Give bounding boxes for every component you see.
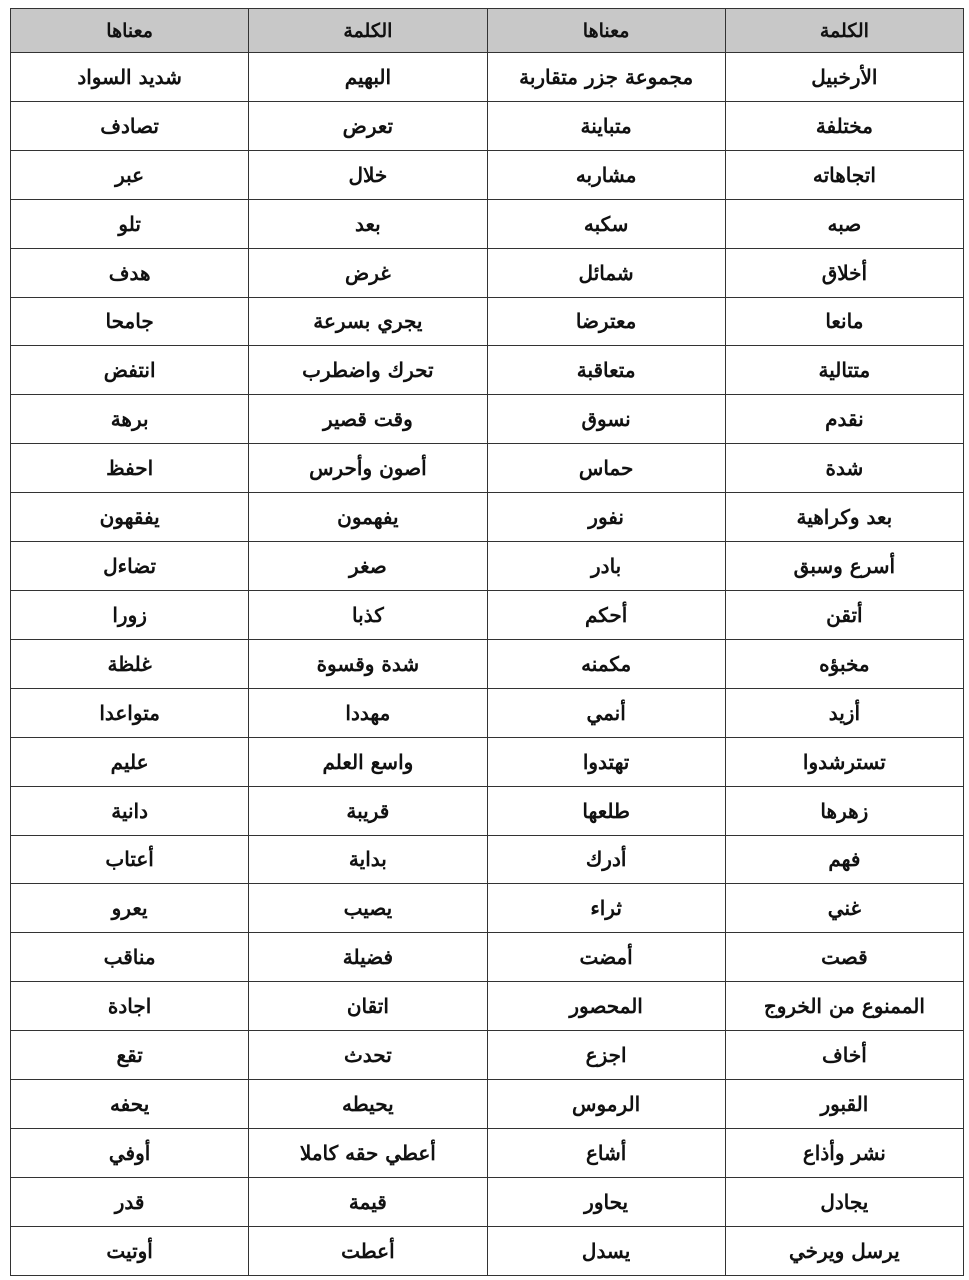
meaning-cell: عبر [11, 150, 249, 199]
meaning-cell: جامحا [11, 297, 249, 346]
table-row [11, 248, 964, 297]
table-row [11, 1177, 964, 1226]
meaning-cell: انتفض [11, 346, 249, 395]
meaning-cell: قدر [11, 1177, 249, 1226]
meaning-cell: متباينة [487, 101, 725, 150]
header-meaning-1: معناها [487, 9, 725, 53]
meaning-cell: اجادة [11, 982, 249, 1031]
meaning-cell: اجزع [487, 1031, 725, 1080]
meaning-cell: حماس [487, 444, 725, 493]
table-row [11, 493, 964, 542]
meaning-cell: طلعها [487, 786, 725, 835]
word-cell: غرض [249, 248, 487, 297]
word-cell: يصيب [249, 884, 487, 933]
word-cell: زهرها [725, 786, 963, 835]
header-word-1: الكلمة [725, 9, 963, 53]
meaning-cell: دانية [11, 786, 249, 835]
meaning-cell: مكمنه [487, 639, 725, 688]
word-cell: قيمة [249, 1177, 487, 1226]
word-cell: اتجاهاته [725, 150, 963, 199]
word-cell: أخلاق [725, 248, 963, 297]
table-row [11, 53, 964, 102]
word-cell: القبور [725, 1080, 963, 1129]
meaning-cell: برهة [11, 395, 249, 444]
word-cell: صغر [249, 542, 487, 591]
meaning-cell: نسوق [487, 395, 725, 444]
meaning-cell: تهتدوا [487, 737, 725, 786]
table-row [11, 444, 964, 493]
meaning-cell: متواعدا [11, 688, 249, 737]
meaning-cell: تقع [11, 1031, 249, 1080]
meaning-cell: تلو [11, 199, 249, 248]
word-cell: نقدم [725, 395, 963, 444]
table-row [11, 150, 964, 199]
header-word-2: الكلمة [249, 9, 487, 53]
word-cell: صبه [725, 199, 963, 248]
word-cell: مهددا [249, 688, 487, 737]
table-row [11, 1128, 964, 1177]
table-row [11, 884, 964, 933]
table-row [11, 688, 964, 737]
meaning-cell: عليم [11, 737, 249, 786]
word-cell: بعد [249, 199, 487, 248]
meaning-cell: غلظة [11, 639, 249, 688]
table-row [11, 542, 964, 591]
word-cell: قريبة [249, 786, 487, 835]
meaning-cell: أشاع [487, 1128, 725, 1177]
table-row [11, 1080, 964, 1129]
word-cell: أسرع وسبق [725, 542, 963, 591]
word-cell: تعرض [249, 101, 487, 150]
word-cell: قصت [725, 933, 963, 982]
word-cell: شدة وقسوة [249, 639, 487, 688]
word-cell: كذبا [249, 590, 487, 639]
word-cell: أخاف [725, 1031, 963, 1080]
meaning-cell: أنمي [487, 688, 725, 737]
meaning-cell: يسدل [487, 1226, 725, 1275]
word-cell: اتقان [249, 982, 487, 1031]
meaning-cell: أمضت [487, 933, 725, 982]
table-row [11, 737, 964, 786]
word-cell: فضيلة [249, 933, 487, 982]
table-row [11, 101, 964, 150]
meaning-cell: تصادف [11, 101, 249, 150]
meaning-cell: نفور [487, 493, 725, 542]
meaning-cell: مجموعة جزر متقاربة [487, 53, 725, 102]
meaning-cell: مشاربه [487, 150, 725, 199]
word-cell: يحيطه [249, 1080, 487, 1129]
word-cell: يرسل ويرخي [725, 1226, 963, 1275]
meaning-cell: سكبه [487, 199, 725, 248]
meaning-cell: شديد السواد [11, 53, 249, 102]
word-cell: تحدث [249, 1031, 487, 1080]
table-row [11, 346, 964, 395]
table-row [11, 297, 964, 346]
meaning-cell: أدرك [487, 835, 725, 884]
meaning-cell: يحاور [487, 1177, 725, 1226]
word-cell: شدة [725, 444, 963, 493]
word-cell: تسترشدوا [725, 737, 963, 786]
table-row [11, 199, 964, 248]
meaning-cell: هدف [11, 248, 249, 297]
word-cell: يجري بسرعة [249, 297, 487, 346]
table-row [11, 933, 964, 982]
word-cell: البهيم [249, 53, 487, 102]
meaning-cell: مناقب [11, 933, 249, 982]
word-cell: بعد وكراهية [725, 493, 963, 542]
word-cell: نشر وأذاع [725, 1128, 963, 1177]
table-row [11, 395, 964, 444]
word-cell: غني [725, 884, 963, 933]
table-row [11, 590, 964, 639]
header-meaning-2: معناها [11, 9, 249, 53]
meaning-cell: ثراء [487, 884, 725, 933]
word-cell: أعطت [249, 1226, 487, 1275]
word-cell: وقت قصير [249, 395, 487, 444]
meaning-cell: الرموس [487, 1080, 725, 1129]
table-row [11, 1226, 964, 1275]
word-cell: أعطي حقه كاملا [249, 1128, 487, 1177]
word-cell: فهم [725, 835, 963, 884]
word-cell: أزيد [725, 688, 963, 737]
word-cell: خلال [249, 150, 487, 199]
meaning-cell: بادر [487, 542, 725, 591]
header-row [11, 9, 964, 53]
word-cell: أصون وأحرس [249, 444, 487, 493]
meaning-cell: أحكم [487, 590, 725, 639]
word-cell: يجادل [725, 1177, 963, 1226]
meaning-cell: المحصور [487, 982, 725, 1031]
word-cell: أتقن [725, 590, 963, 639]
table-row [11, 639, 964, 688]
meaning-cell: أوتيت [11, 1226, 249, 1275]
word-cell: مختلفة [725, 101, 963, 150]
meaning-cell: شمائل [487, 248, 725, 297]
meaning-cell: تضاءل [11, 542, 249, 591]
meaning-cell: احفظ [11, 444, 249, 493]
table-row [11, 982, 964, 1031]
table-row [11, 835, 964, 884]
meaning-cell: زورا [11, 590, 249, 639]
table-row [11, 1031, 964, 1080]
word-cell: مانعا [725, 297, 963, 346]
word-cell: تحرك واضطرب [249, 346, 487, 395]
table-row [11, 786, 964, 835]
meaning-cell: متعاقبة [487, 346, 725, 395]
meaning-cell: أعتاب [11, 835, 249, 884]
word-cell: الأرخبيل [725, 53, 963, 102]
meaning-cell: يحفه [11, 1080, 249, 1129]
vocabulary-table [10, 8, 964, 1276]
meaning-cell: معترضا [487, 297, 725, 346]
word-cell: بداية [249, 835, 487, 884]
word-cell: واسع العلم [249, 737, 487, 786]
table-body [11, 53, 964, 1276]
meaning-cell: يعرو [11, 884, 249, 933]
word-cell: مخبؤه [725, 639, 963, 688]
word-cell: يفهمون [249, 493, 487, 542]
word-cell: متتالية [725, 346, 963, 395]
meaning-cell: أوفي [11, 1128, 249, 1177]
meaning-cell: يفقهون [11, 493, 249, 542]
word-cell: الممنوع من الخروج [725, 982, 963, 1031]
